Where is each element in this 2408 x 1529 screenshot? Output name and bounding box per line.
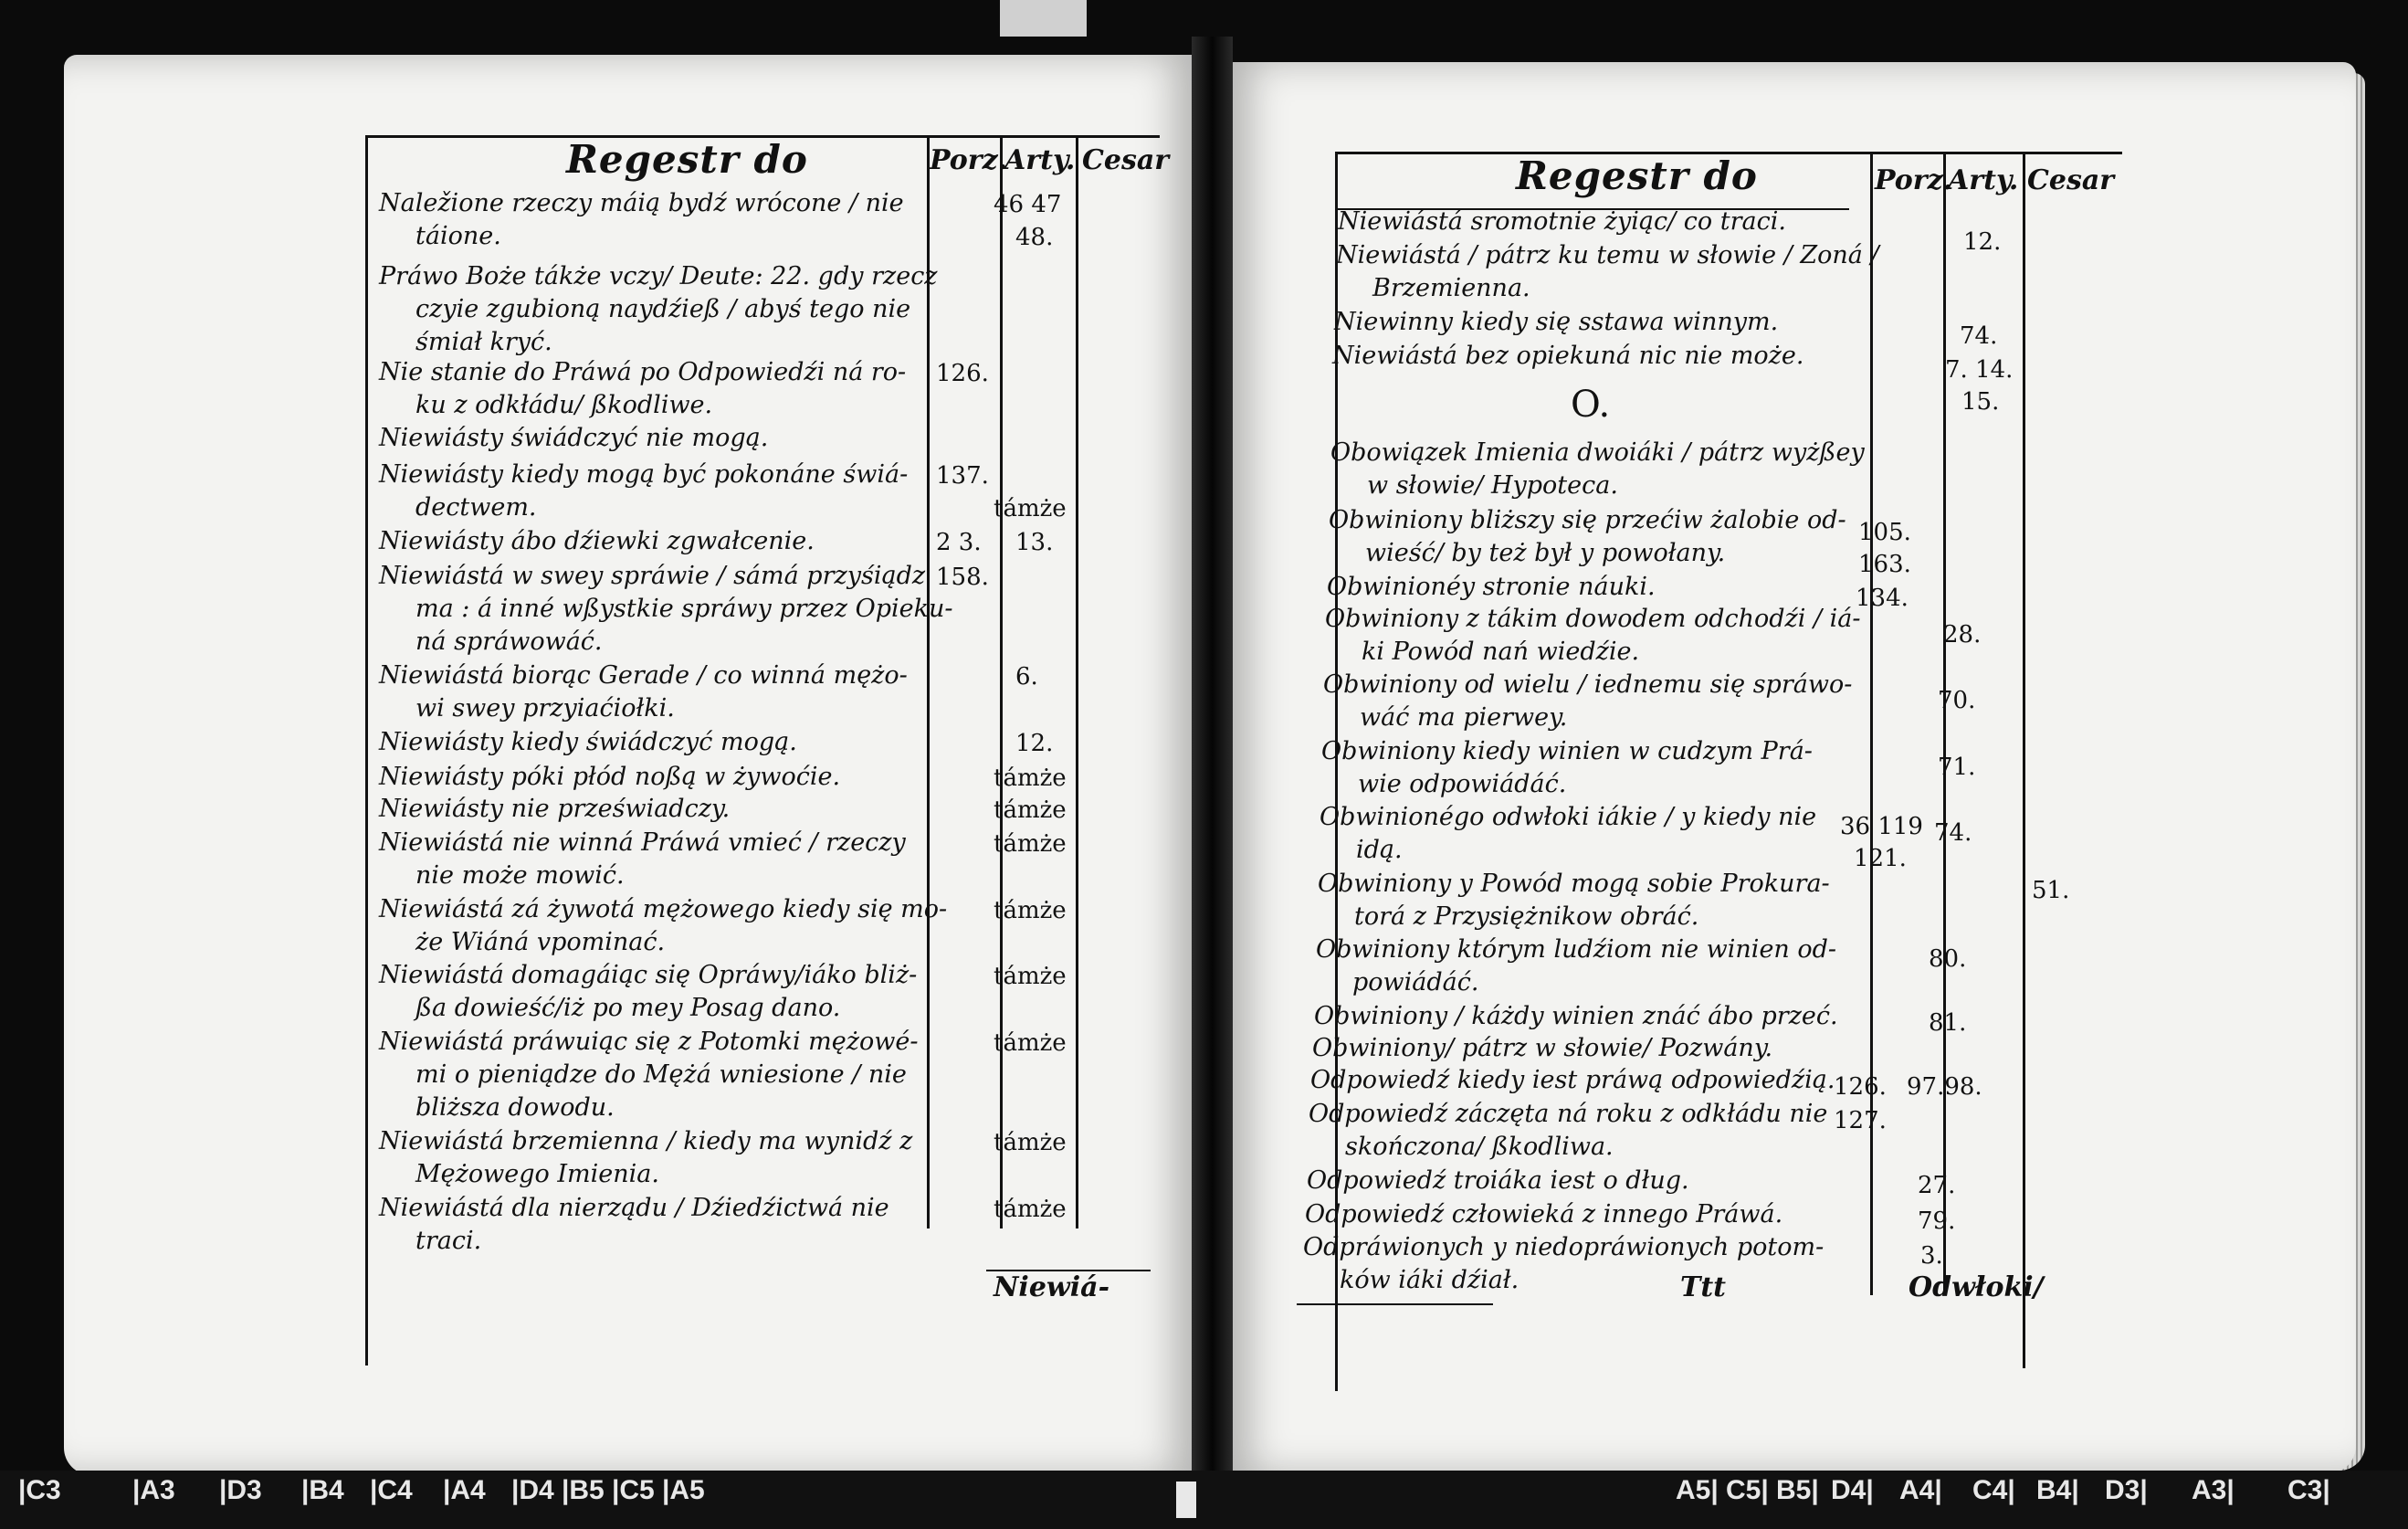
entry-line: Niewiásty póki płód noßą w żywoćie.	[379, 763, 841, 791]
entry-line: śmiał kryć.	[415, 328, 552, 356]
thumb-tab-left: |C5	[612, 1475, 655, 1505]
left-arty-number: támże	[994, 1029, 1067, 1057]
left-arty-divider	[1000, 137, 1003, 1228]
left-register-entry	[379, 726, 797, 759]
right-column-number: 97.98.	[1907, 1073, 1982, 1101]
right-colhead-cesar: Cesar	[2027, 164, 2115, 196]
thumb-tab-right: C3|	[2287, 1475, 2330, 1505]
thumb-tab-right: D3|	[2105, 1475, 2148, 1505]
left-register-entry	[379, 422, 768, 455]
entry-line: Obwinionégo odwłoki iákie / y kiedy nie	[1320, 803, 1817, 831]
entry-line: bliższa dowodu.	[415, 1093, 615, 1122]
entry-line: wáć ma pierwey.	[1360, 703, 1568, 732]
left-arty-number: 46 47	[994, 191, 1062, 218]
left-arty-number: támże	[994, 1196, 1067, 1223]
left-porz-number: 158.	[936, 564, 989, 591]
left-register-entry	[379, 1125, 912, 1191]
left-border-line	[365, 137, 368, 1366]
entry-line: Práwo Boże tákże vczy/ Deute: 22. gdy rzecz	[379, 262, 938, 290]
entry-line: Niewiásty kiedy świádczyć mogą.	[379, 728, 797, 756]
right-register-entry	[1323, 669, 1852, 734]
right-colhead-porz: Porz.	[1875, 164, 1953, 196]
entry-line: Niewiásty kiedy mogą być pokonáne świá-	[379, 460, 909, 489]
left-arty-number: 6.	[1015, 663, 1038, 691]
entry-line: Obwiniony / káżdy winien znáć ábo przeć.	[1314, 1002, 1838, 1030]
entry-line: Niewiástá w swey spráwie / sámá przyśiądz	[379, 562, 926, 590]
right-column-number: 121.	[1854, 845, 1907, 872]
entry-line: Obwinionéy stronie náuki.	[1327, 573, 1656, 601]
left-arty-number: támże	[994, 963, 1067, 990]
left-arty-number: támże	[994, 495, 1067, 522]
entry-line: Obwiniony od wielu / iednemu się spráwo-	[1323, 670, 1853, 699]
left-register-entry	[379, 459, 908, 524]
book-gutter	[1192, 37, 1233, 1498]
right-register-entry	[1303, 1231, 1824, 1297]
entry-line: Niewiástá biorąc Gerade / co winná mężo-	[379, 661, 908, 690]
right-register-entry	[1325, 603, 1861, 669]
thumb-tab-right: C4|	[1972, 1475, 2015, 1505]
left-arty-number: 12.	[1015, 730, 1054, 757]
right-column-number: 134.	[1856, 585, 1909, 612]
entry-line: Naležione rzeczy máią bydź wrócone / nie	[379, 189, 904, 217]
entry-line: Obwiniony/ pátrz w słowie/ Pozwány.	[1312, 1034, 1773, 1062]
entry-line: Niewiástá práwuiąc się z Potomki mężowé-	[379, 1028, 919, 1056]
right-cesar-divider	[2023, 153, 2025, 1368]
right-register-entry	[1332, 340, 1803, 373]
right-register-entry	[1305, 1198, 1782, 1231]
right-column-number: 74.	[1960, 322, 1998, 350]
right-column-number: 51.	[2032, 877, 2070, 904]
thumb-tab-left: |C4	[370, 1475, 413, 1505]
left-register-entry	[379, 525, 815, 558]
left-porz-number: 137.	[936, 462, 989, 490]
entry-line: dectwem.	[415, 493, 537, 522]
entry-line: Niewiástá bez opiekuná nic nie może.	[1332, 342, 1804, 370]
left-arty-number: támże	[994, 897, 1067, 924]
entry-line: ki Powód nań wiedźie.	[1362, 638, 1640, 666]
entry-line: traci.	[415, 1227, 482, 1255]
left-page-title: Regestr do	[566, 137, 808, 182]
left-arty-number: 48.	[1015, 224, 1054, 251]
right-register-entry	[1321, 735, 1813, 801]
entry-line: Odpowiedź człowieká z innego Práwá.	[1305, 1200, 1783, 1228]
entry-line: Obwiniony bliższy się przećiw żalobie od-	[1329, 506, 1846, 534]
right-column-number: 81.	[1929, 1009, 1967, 1037]
entry-line: wie odpowiádáć.	[1358, 770, 1567, 798]
entry-line: Obwiniony z tákim dowodem odchodźi / iá-	[1325, 605, 1861, 633]
entry-line: idą.	[1356, 836, 1403, 864]
center-marker	[1176, 1482, 1196, 1518]
right-register-entry	[1314, 1000, 1838, 1033]
entry-line: Niewiástá dla nierządu / Dźiedźictwá nie	[379, 1194, 889, 1222]
right-column-number: 70.	[1938, 687, 1976, 714]
right-column-number: 15.	[1961, 388, 2000, 416]
entry-line: Niewiástá / pátrz ku temu w słowie / Zoná /	[1336, 241, 1879, 269]
entry-line: Obwiniony y Powód mogą sobie Prokura-	[1318, 870, 1830, 898]
entry-line: Odpowiedź troiáka iest o dług.	[1307, 1166, 1689, 1195]
left-register-entry	[379, 893, 947, 959]
left-arty-number: támże	[994, 830, 1067, 858]
right-register-entry	[1312, 1032, 1772, 1065]
right-column-number: 105.	[1858, 519, 1911, 546]
left-register-entry	[379, 827, 906, 892]
left-arty-number: támże	[994, 1129, 1067, 1156]
right-register-entry	[1334, 306, 1778, 339]
entry-line: Niewiásty nie przeświadczy.	[379, 795, 731, 823]
right-bottom-rule	[1297, 1303, 1493, 1305]
thumb-tab-right: A5|	[1676, 1475, 1719, 1505]
right-column-number: 71.	[1938, 754, 1976, 781]
left-register-entry	[379, 260, 938, 359]
left-register-entry	[379, 356, 906, 422]
thumb-tab-left: |D3	[219, 1475, 262, 1505]
thumb-tab-left: |C3	[18, 1475, 61, 1505]
entry-line: torá z Przysiężnikow obráć.	[1354, 902, 1699, 931]
left-arty-number: támże	[994, 764, 1067, 792]
thumb-tab-left: |A4	[443, 1475, 486, 1505]
thumb-tab-left: |D4	[511, 1475, 554, 1505]
right-register-entry	[1310, 1064, 1835, 1097]
left-register-entry	[379, 560, 952, 659]
entry-line: Obwiniony którym ludźiom nie winien od-	[1316, 935, 1837, 964]
entry-line: Odpowiedź záczęta ná roku z odkłádu nie	[1309, 1100, 1828, 1128]
entry-line: mi o pieniądze do Mężá wniesione / nie	[415, 1060, 907, 1089]
right-register-entry	[1327, 571, 1656, 604]
entry-line: Brzemienna.	[1372, 274, 1530, 302]
entry-line: Odpowiedź kiedy iest práwą odpowiedźią.	[1310, 1066, 1835, 1094]
right-register-entry	[1320, 801, 1816, 867]
entry-line: wi swey przyiaćiołki.	[415, 694, 675, 722]
entry-line: w słowie/ Hypoteca.	[1367, 471, 1618, 500]
thumb-tab-right: B4|	[2036, 1475, 2079, 1505]
left-register-entry	[379, 659, 908, 725]
left-register-entry	[379, 959, 917, 1025]
right-column-number: 7. 14.	[1945, 356, 2014, 384]
left-register-entry	[379, 1026, 918, 1124]
right-column-number: 3.	[1920, 1242, 1943, 1270]
right-column-number: 79.	[1918, 1207, 1956, 1235]
thumb-tab-right: D4|	[1831, 1475, 1874, 1505]
right-page-title: Regestr do	[1516, 153, 1758, 198]
right-column-number: 36 119	[1840, 813, 1923, 840]
left-porz-number: 2 3.	[936, 529, 982, 556]
entry-line: Obowiązek Imienia dwoiáki / pátrz wyżßey	[1330, 438, 1865, 467]
left-register-entry	[379, 1192, 889, 1258]
entry-line: powiádáć.	[1352, 968, 1479, 996]
right-column-number: 126.	[1834, 1073, 1887, 1101]
entry-line: Niewiásty świádczyć nie mogą.	[379, 424, 769, 452]
entry-line: Mężowego Imienia.	[415, 1160, 659, 1188]
entry-line: wieść/ by też był y powołany.	[1365, 539, 1726, 567]
right-column-number: 12.	[1963, 228, 2002, 256]
thumb-tab-right: A4|	[1899, 1475, 1942, 1505]
right-register-entry	[1316, 933, 1836, 999]
right-column-number: 28.	[1943, 621, 1982, 649]
entry-line: ßa dowieść/iż po mey Posag dano.	[415, 994, 841, 1022]
left-arty-number: támże	[994, 796, 1067, 824]
entry-line: Niewiástá nie winná Práwá vmieć / rzeczy	[379, 828, 906, 857]
thumb-tab-left: |A3	[132, 1475, 175, 1505]
entry-line: ku z odkłádu/ ßkodliwe.	[415, 391, 713, 419]
left-cesar-divider	[1076, 137, 1078, 1228]
thumb-tab-left: |B5	[562, 1475, 605, 1505]
left-porz-number: 126.	[936, 360, 989, 387]
left-colhead-porz: Porz.	[930, 144, 1008, 176]
thumb-tab-right: A3|	[2192, 1475, 2234, 1505]
top-paper-strip	[1000, 0, 1087, 37]
left-register-entry	[379, 761, 840, 794]
right-column-number: 27.	[1918, 1172, 1956, 1199]
entry-line: nie może mowić.	[415, 861, 625, 890]
thumb-tab-right: B5|	[1776, 1475, 1819, 1505]
right-register-entry	[1307, 1165, 1689, 1197]
left-catchword: Niewiá-	[994, 1271, 1110, 1303]
entry-line: skończona/ ßkodliwa.	[1345, 1133, 1614, 1161]
right-register-entry	[1338, 206, 1786, 238]
entry-line: Niewiástá domagáiąc się Opráwy/iáko bliż-	[379, 961, 918, 989]
left-register-entry	[379, 187, 904, 253]
right-signature-mark: Ttt	[1680, 1271, 1727, 1303]
entry-line: Odpráwionych y niedopráwionych potom-	[1303, 1233, 1824, 1261]
right-register-entry	[1309, 1098, 1827, 1164]
right-arty-divider	[1943, 153, 1946, 1295]
left-arty-number: 13.	[1015, 529, 1054, 556]
right-register-entry	[1330, 437, 1865, 502]
right-column-number: 74.	[1934, 819, 1972, 847]
entry-line: Niewiásty ábo dźiewki zgwałcenie.	[379, 527, 815, 555]
entry-line: ków iáki dźiał.	[1340, 1266, 1519, 1294]
right-register-entry	[1329, 504, 1846, 570]
entry-line: Nie stanie do Práwá po Odpowiedźi ná ro-	[379, 358, 907, 386]
entry-line: Niewinny kiedy się sstawa winnym.	[1334, 308, 1779, 336]
right-colhead-arty: Arty.	[1948, 164, 2019, 196]
left-colhead-arty: Arty.	[1004, 144, 1076, 176]
entry-line: Niewiástá brzemienna / kiedy ma wynidź z	[379, 1127, 913, 1155]
entry-line: ma : á inné wßystkie spráwy przez Opieku-	[415, 595, 953, 623]
thumb-tab-right: C5|	[1726, 1475, 1769, 1505]
entry-line: Niewiástá zá żywotá mężowego kiedy się mo-	[379, 895, 948, 923]
entry-line: Obwiniony kiedy winien w cudzym Prá-	[1321, 737, 1813, 765]
right-column-number: 127.	[1834, 1107, 1887, 1134]
right-column-number: 163.	[1858, 551, 1911, 578]
right-register-entry	[1336, 239, 1879, 305]
entry-line: Niewiástá sromotnie żyiąc/ co traci.	[1338, 207, 1786, 236]
right-column-number: 80.	[1929, 945, 1967, 973]
left-colhead-cesar: Cesar	[1082, 144, 1170, 176]
section-letter-o: O.	[1571, 384, 1611, 426]
entry-line: czyie zgubioną naydźieß / abyś tego nie	[415, 295, 911, 323]
thumb-tab-left: |B4	[301, 1475, 344, 1505]
entry-line: ná spráwowáć.	[415, 627, 603, 656]
entry-line: że Wiáná vpominać.	[415, 928, 666, 956]
thumb-tab-left: |A5	[662, 1475, 705, 1505]
right-catchword: Odwłoki/	[1909, 1271, 2044, 1303]
entry-line: táione.	[415, 222, 501, 250]
left-register-entry	[379, 793, 730, 826]
right-register-entry	[1318, 868, 1830, 933]
